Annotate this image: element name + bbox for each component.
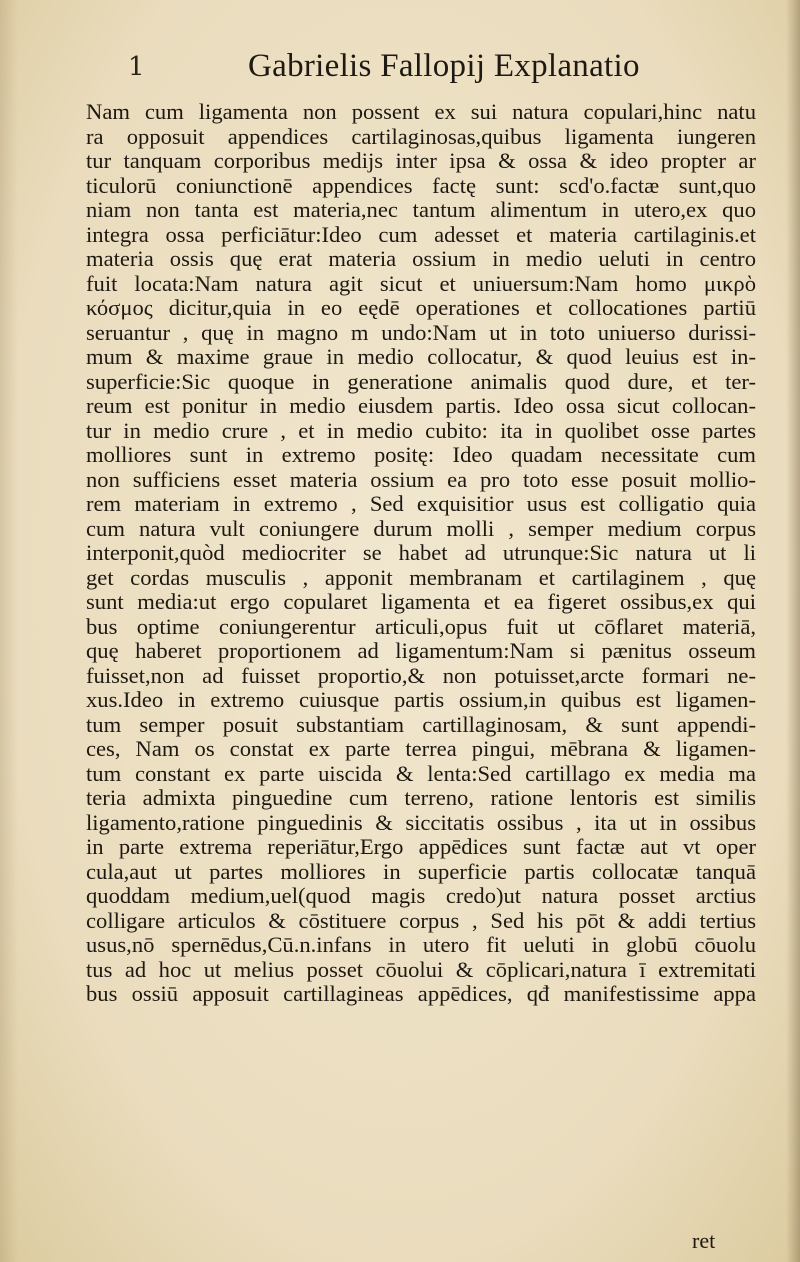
text-line: tum constant ex parte uiscida & lenta:Sed cartillago ex media ma	[86, 760, 756, 786]
text-line: teria admixta pinguedine cum terreno, ratione lentoris est similis	[86, 785, 756, 810]
gutter-shadow	[0, 0, 18, 1262]
text-line: mum & maxime graue in medio collocatur, & quod leuius est in-	[86, 344, 756, 369]
text-line: reum est ponitur in medio eiusdem partis. Ideo ossa sicut collocan-	[86, 393, 756, 418]
text-line: seruantur , quę in magno m undo:Nam ut in toto uniuerso durissi-	[86, 319, 756, 345]
text-line: usus,nō spernēdus,Cū.n.infans in utero fit ueluti in globū cōuolu	[86, 932, 756, 957]
page-number: 1	[128, 52, 145, 82]
text-line: ligamento,ratione pinguedinis & siccitatis ossibus , ita ut in ossibus	[86, 809, 756, 835]
text-line: superficie:Sic quoque in generatione animalis quod dure, et ter-	[86, 368, 756, 394]
text-line: Nam cum ligamenta non possent ex sui natura copulari,hinc natu	[86, 99, 756, 124]
text-line: quoddam medium,uel(quod magis credo)ut natura posset arctius	[86, 883, 756, 908]
page-edge-shadow	[786, 0, 800, 1262]
text-line: sunt media:ut ergo copularet ligamenta et ea figeret ossibus,ex qui	[86, 589, 756, 614]
text-line: ra opposuit appendices cartilaginosas,quibus ligamenta iungeren	[86, 123, 756, 149]
text-line: quę haberet proportionem ad ligamentum:Nam si pænitus osseum	[86, 638, 756, 663]
text-line: interponit,quòd mediocriter se habet ad utrunque:Sic natura ut li	[86, 540, 756, 565]
catchword: ret	[692, 1228, 716, 1253]
text-line: rem materiam in extremo , Sed exquisitior usus est colligatio quia	[86, 491, 756, 516]
text-line: fuit locata:Nam natura agit sicut et uniuersum:Nam homo μικρὸ	[86, 270, 756, 296]
body-text	[86, 100, 776, 1007]
text-line: niam non tanta est materia,nec tantum alimentum in utero,ex quo	[86, 197, 756, 222]
text-line: tur tanquam corporibus medijs inter ipsa & ossa & ideo propter ar	[86, 148, 756, 173]
text-line: in parte extrema reperiātur,Ergo appēdices sunt factæ aut vt oper	[86, 834, 756, 859]
text-line: ces, Nam os constat ex parte terrea pingui, mēbrana & ligamen-	[86, 736, 756, 761]
text-line: tum semper posuit substantiam cartillaginosam, & sunt appendi-	[86, 711, 756, 737]
text-line: cula,aut ut partes molliores in superficie partis collocatæ tanquā	[86, 858, 756, 884]
text-line: bus optime coniungerentur articuli,opus fuit ut cōflaret materiā,	[86, 613, 756, 639]
text-line: materia ossis quę erat materia ossium in medio ueluti in centro	[86, 246, 756, 271]
text-line: integra ossa perficiātur:Ideo cum adesset et materia cartilaginis.et	[86, 221, 756, 247]
text-line: colligare articulos & cōstituere corpus , Sed his pōt & addi tertius	[86, 907, 756, 933]
text-line: tur in medio crure , et in medio cubito: ita in quolibet osse partes	[86, 417, 756, 443]
running-head: Gabrielis Fallopij Explanatio	[248, 48, 640, 84]
text-line: xus.Ideo in extremo cuiusque partis ossium,in quibus est ligamen-	[86, 687, 756, 712]
text-line: fuisset,non ad fuisset proportio,& non potuisset,arcte formari ne-	[86, 662, 756, 688]
text-line: tus ad hoc ut melius posset cōuolui & cōplicari,natura ī extremitati	[86, 956, 756, 982]
text-line: non sufficiens esset materia ossium ea pro toto esse posuit mollio-	[86, 466, 756, 492]
text-line: ticulorū coniunctionē appendices factę sunt: scd'o.factæ sunt,quo	[86, 172, 756, 198]
text-line: κόσμος dicitur,quia in eo eędē operationes et collocationes partiū	[86, 295, 756, 320]
text-line: bus ossiū apposuit cartillagineas appēdices, qđ manifestissime appa	[86, 981, 756, 1006]
text-line: get cordas musculis , apponit membranam et cartilaginem , quę	[86, 564, 756, 590]
text-line: cum natura vult coniungere durum molli , semper medium corpus	[86, 515, 756, 541]
text-line: molliores sunt in extremo positę: Ideo quadam necessitate cum	[86, 442, 756, 467]
